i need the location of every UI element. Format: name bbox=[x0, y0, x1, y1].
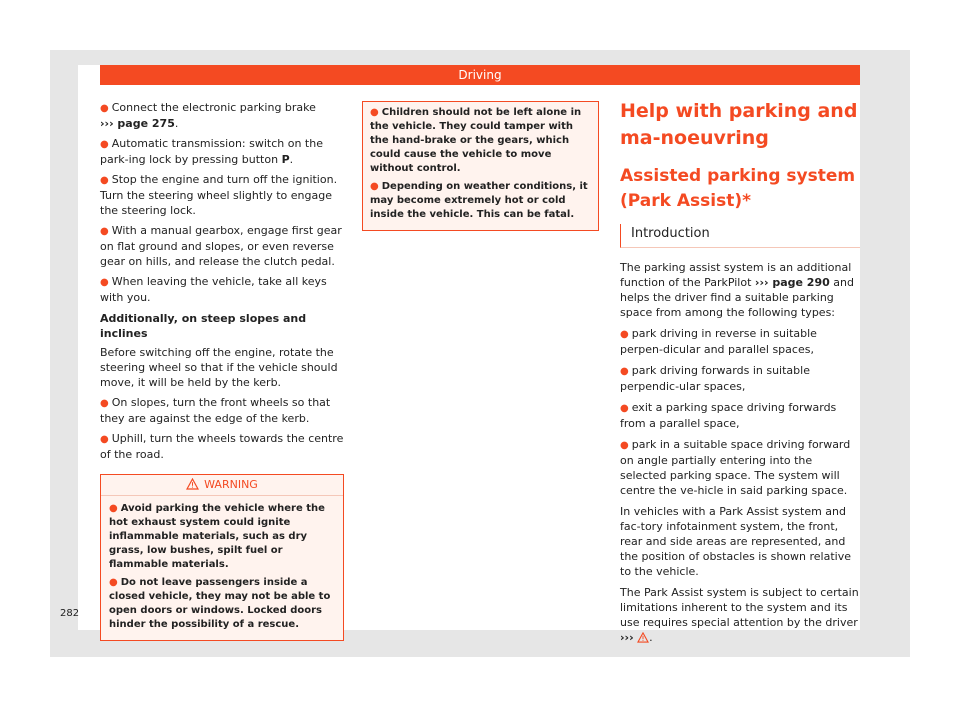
bullet-dot-icon: ● bbox=[100, 226, 109, 237]
warning-item: ● Avoid parking the vehicle where the hot exhaust system could ignite inflammable materials, such as dry grass, low bushes, spilt fuel or flammable materials. bbox=[109, 503, 325, 570]
list-item: ● park driving in reverse in suitable perpen-dicular and parallel spaces, bbox=[620, 327, 817, 356]
page-reference-link[interactable]: ››› page 290 bbox=[754, 276, 830, 289]
section-subheading: Additionally, on steep slopes and inclines bbox=[100, 312, 307, 340]
warning-item: ● Do not leave passengers inside a closed vehicle, they may not be able to open doors or windows. Locked doors hinder the possibility of a rescue. bbox=[109, 577, 331, 630]
bullet-dot-icon: ● bbox=[370, 181, 379, 192]
bullet-dot-icon: ● bbox=[620, 329, 629, 340]
bullet-dot-icon: ● bbox=[100, 277, 109, 288]
list-item: ● park in a suitable space driving forward on angle partially entering into the selected parking space. The system will centre the ve-hicle in said parking space. bbox=[620, 438, 851, 497]
warning-reference-link[interactable]: ››› bbox=[620, 631, 634, 644]
bullet-dot-icon: ● bbox=[620, 403, 629, 414]
chapter-heading: Help with parking and ma-noeuvring bbox=[620, 100, 858, 149]
list-item: ● Stop the engine and turn off the ignition. Turn the steering wheel slightly to engage the steering lock. bbox=[100, 173, 338, 217]
paragraph: The parking assist system is an additional function of the ParkPilot ››› page 290 and helps the driver find a suitable parking space from among the following types: bbox=[620, 261, 854, 319]
bullet-dot-icon: ● bbox=[100, 398, 109, 409]
bullet-dot-icon: ● bbox=[620, 366, 629, 377]
warning-box bbox=[100, 474, 344, 641]
list-item: ● Automatic transmission: switch on the park-ing lock by pressing button P. bbox=[100, 137, 323, 166]
bullet-dot-icon: ● bbox=[109, 503, 118, 514]
page-number: 282 bbox=[60, 608, 80, 619]
page-reference-link[interactable]: ››› page 275 bbox=[100, 117, 175, 130]
bullet-dot-icon: ● bbox=[620, 440, 629, 451]
column-left bbox=[100, 100, 344, 641]
bullet-dot-icon: ● bbox=[100, 139, 109, 150]
section-heading: Assisted parking system (Park Assist)* bbox=[620, 166, 856, 211]
warning-triangle-icon bbox=[637, 632, 649, 643]
page-header: Driving bbox=[100, 65, 860, 85]
subsection-heading: Introduction bbox=[620, 224, 860, 248]
list-item: ● Connect the electronic parking brake ››› page 275. bbox=[100, 101, 316, 130]
list-item: ● On slopes, turn the front wheels so that they are against the edge of the kerb. bbox=[100, 396, 331, 425]
warning-continuation-box bbox=[362, 101, 599, 231]
list-item: ● park driving forwards in suitable perpendic-ular spaces, bbox=[620, 364, 810, 393]
paragraph: In vehicles with a Park Assist system and fac-tory infotainment system, the front, rear and side areas are represented, and the position of obstacles is shown relative to the vehicle. bbox=[620, 505, 851, 578]
warning-item: ● Children should not be left alone in the vehicle. They could tamper with the hand-brake or the gears, which could cause the vehicle to move without control. bbox=[370, 107, 582, 174]
paragraph: Before switching off the engine, rotate the steering wheel so that if the vehicle should move, it will be held by the kerb. bbox=[100, 346, 338, 389]
warning-label: WARNING bbox=[204, 478, 258, 491]
bullet-dot-icon: ● bbox=[100, 434, 109, 445]
warning-item: ● Depending on weather conditions, it may become extremely hot or cold inside the vehicle. This can be fatal. bbox=[370, 181, 588, 220]
bullet-dot-icon: ● bbox=[109, 577, 118, 588]
column-middle bbox=[362, 101, 599, 231]
column-right bbox=[620, 98, 860, 651]
list-item: ● exit a parking space driving forwards from a parallel space, bbox=[620, 401, 837, 430]
warning-header bbox=[101, 475, 343, 496]
bullet-dot-icon: ● bbox=[100, 103, 109, 114]
paragraph: The Park Assist system is subject to certain limitations inherent to the system and its use requires special attention by the driver ››› . bbox=[620, 586, 859, 644]
bullet-dot-icon: ● bbox=[100, 175, 109, 186]
warning-triangle-icon bbox=[186, 478, 199, 490]
list-item: ● When leaving the vehicle, take all keys with you. bbox=[100, 275, 327, 304]
bullet-dot-icon: ● bbox=[370, 107, 379, 118]
list-item: ● Uphill, turn the wheels towards the centre of the road. bbox=[100, 432, 344, 461]
warning-body bbox=[101, 496, 343, 640]
list-item: ● With a manual gearbox, engage first gear on flat ground and slopes, or even reverse gear on hills, and release the clutch pedal. bbox=[100, 224, 342, 268]
